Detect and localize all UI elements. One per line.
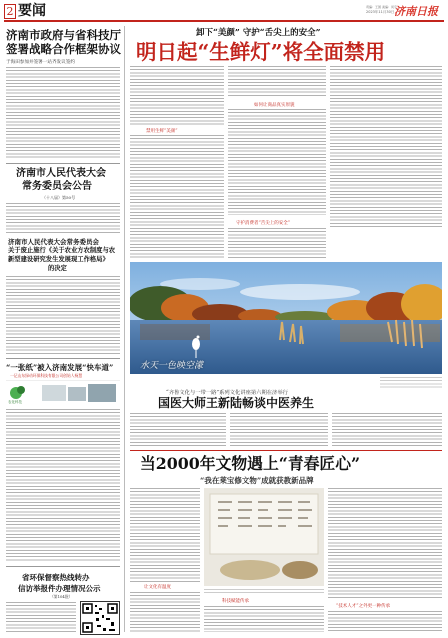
decision-headline-1: 济南市人民代表大会常务委员会 (8, 238, 99, 246)
inspection-body (6, 602, 76, 632)
notice-body (6, 203, 120, 233)
decision-headline-3: 新型建设研究发生发展现工作格局》 (8, 256, 109, 263)
notice-number: （十八届）第50号 (42, 195, 76, 200)
bottom-body-3b (328, 611, 442, 632)
decision-headline-2: 关于废止施行《关于农业方农制度与农 (8, 247, 116, 254)
decision-headline-4: 的决定 (48, 265, 67, 272)
middle-headline: 国医大师王新陆畅谈中医养生 (158, 396, 315, 410)
top-headline: 明日起“生鲜灯”将全面禁用 (136, 40, 386, 64)
top-article-col1b (130, 135, 224, 260)
photo-caption (380, 377, 442, 389)
promo-logo-graphic (6, 381, 120, 407)
middle-body-2 (230, 413, 328, 447)
bottom-label-3: “技术人才”之外更一种传承 (336, 604, 391, 609)
left-headline-1: 济南市政府与省科技厅 (6, 28, 121, 42)
top-kicker: 卸下“美颜” 守护“舌尖上的安全” (196, 28, 321, 38)
middle-body-3 (332, 413, 442, 447)
editor-line: 责编：王国 美编：何宇 (366, 5, 397, 9)
top-subhead-3: 守护消费者“舌尖上的安全” (236, 221, 291, 226)
lake-photo (130, 262, 442, 374)
promo-divider (6, 358, 120, 359)
notice-headline-1: 济南市人民代表大会 (16, 168, 106, 179)
page-number-box: 2 (4, 4, 16, 19)
masthead (0, 0, 448, 24)
left-article-1-body (6, 67, 120, 159)
paper-logo: 济南日报 (394, 5, 438, 18)
bottom-article-rule (130, 450, 442, 451)
top-subhead-2: 禁用生鲜“美颜” (146, 129, 178, 134)
bottom-body-1b (130, 592, 200, 632)
masthead-rule (4, 20, 444, 22)
bottom-label-1: 让文化有温度 (144, 585, 171, 590)
top-article-col2c (228, 228, 326, 260)
date-line: 2023年11月30日 (366, 10, 395, 14)
promo-body (6, 409, 120, 561)
artifact-photo-graphic (204, 488, 324, 586)
top-article-col3 (330, 66, 442, 228)
inspection-subtitle: 信访举报件办理情况公示 (18, 584, 101, 593)
promo-title: “一张纸”被入济南发展“快车道” (6, 363, 114, 372)
artifact-caption (204, 589, 324, 595)
left-column-divider (124, 26, 125, 632)
decision-body (6, 276, 120, 356)
bottom-body-1 (130, 488, 200, 582)
top-article-col1 (130, 66, 224, 126)
bottom-divider (6, 566, 120, 567)
top-subhead-1: 如何让商品真实原貌 (254, 103, 295, 108)
bottom-subhead: “我在莱宝修文物”成就获教新品牌 (200, 476, 314, 485)
section-title: 要闻 (18, 3, 46, 19)
top-article-col2 (228, 66, 326, 98)
bottom-body-2 (204, 606, 324, 632)
promo-brand-name: 农化科技 (8, 400, 22, 404)
bottom-label-2: 科技赋能传承 (222, 599, 249, 604)
section-divider (6, 163, 120, 164)
qr-code-graphic (81, 602, 119, 634)
promo-subtitle: 一记山东绿动环保科技有限公司创始人杨慧 (10, 373, 83, 378)
promo-image (6, 380, 120, 407)
inspection-title: 省环保督察热线转办 (22, 573, 90, 582)
top-article-col2b (228, 109, 326, 215)
inspection-number: （第104批） (50, 594, 73, 599)
bottom-headline: 当2000年文物遇上“青春匠心” (140, 454, 361, 473)
left-headline-sub: 于海田参加并签署一站齐发议签约 (6, 60, 75, 65)
left-headline-2: 签署战略合作框架协议 (6, 42, 121, 56)
middle-kicker: “齐鲁文化与一带一路”系列文化讲座第六期在济举行 (166, 390, 288, 396)
notice-headline-2: 常务委员会公告 (22, 181, 92, 192)
artifact-photo (204, 488, 324, 586)
middle-body-1 (130, 413, 226, 447)
photo-calligraphy: 水天一色映空濛 (140, 361, 204, 371)
bottom-body-3 (328, 488, 442, 600)
qr-code[interactable] (80, 601, 120, 635)
